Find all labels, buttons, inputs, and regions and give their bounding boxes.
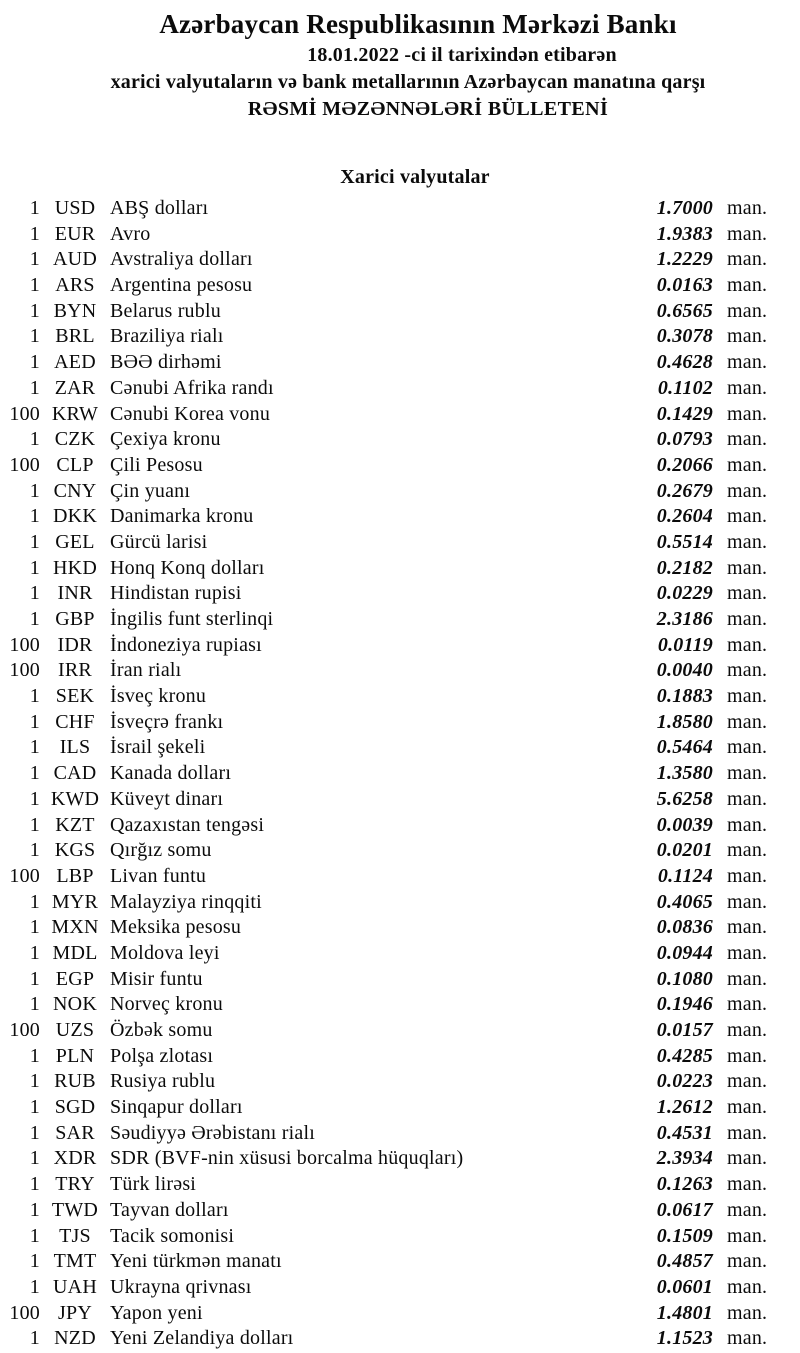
currency-name: Gürcü larisi [110, 530, 208, 553]
nominal-value: 1 [29, 1224, 40, 1247]
currency-name: İran rialı [110, 659, 182, 682]
currency-name: Rusiya rublu [110, 1070, 216, 1093]
unit-label: man. [727, 839, 768, 862]
currency-row [0, 1301, 800, 1327]
currency-row [0, 992, 800, 1018]
currency-code: CNY [53, 479, 97, 502]
unit-label: man. [727, 222, 768, 245]
currency-row [0, 402, 800, 428]
currency-code: ARS [55, 274, 95, 297]
currency-name: Çexiya kronu [110, 428, 221, 451]
unit-label: man. [727, 685, 768, 708]
rate-value: 0.2182 [656, 556, 713, 579]
currency-name: Kanada dolları [110, 762, 232, 785]
nominal-value: 1 [29, 274, 40, 297]
nominal-value: 1 [29, 582, 40, 605]
unit-label: man. [727, 967, 768, 990]
nominal-value: 1 [29, 505, 40, 528]
currency-name: İsveç kronu [110, 685, 207, 708]
nominal-value: 1 [29, 1147, 40, 1170]
currency-row [0, 941, 800, 967]
currency-code: KGS [54, 839, 96, 862]
currency-code: TMT [53, 1250, 97, 1273]
rate-value: 0.1429 [656, 402, 713, 425]
rate-value: 0.1124 [657, 864, 713, 887]
currency-name: Argentina pesosu [110, 274, 253, 297]
currency-code: PLN [55, 1044, 95, 1067]
rate-value: 1.3580 [656, 762, 713, 785]
rate-value: 0.2604 [656, 505, 713, 528]
currency-name: Türk lirəsi [110, 1173, 197, 1196]
currency-row [0, 504, 800, 530]
rate-value: 0.3078 [656, 325, 713, 348]
currency-name: Yeni türkmən manatı [110, 1250, 282, 1273]
rate-value: 0.0223 [656, 1070, 713, 1093]
currency-row [0, 1018, 800, 1044]
currency-name: Çili Pesosu [110, 453, 203, 476]
nominal-value: 1 [29, 762, 40, 785]
currency-code: SGD [54, 1096, 96, 1119]
currency-code: IDR [57, 633, 93, 656]
currency-name: Malayziya rinqqiti [110, 890, 262, 913]
nominal-value: 1 [29, 1096, 40, 1119]
currency-row [0, 324, 800, 350]
currency-code: CLP [56, 453, 94, 476]
nominal-value: 1 [29, 1250, 40, 1273]
rate-value: 2.3186 [656, 608, 713, 630]
currency-code: KWD [50, 787, 100, 810]
currency-code: EUR [54, 222, 96, 245]
currency-code: BRL [55, 325, 95, 348]
rate-value: 2.3934 [656, 1147, 713, 1170]
unit-label: man. [727, 428, 768, 451]
currency-row [0, 1172, 800, 1198]
currency-name: İndoneziya rupiası [110, 633, 262, 656]
currency-code: TJS [59, 1224, 91, 1247]
nominal-value: 1 [29, 351, 40, 374]
nominal-value: 1 [29, 993, 40, 1016]
currency-code: IRR [58, 659, 92, 682]
currency-code: CHF [55, 710, 95, 733]
currency-code: CZK [54, 428, 96, 451]
unit-label: man. [727, 1070, 768, 1093]
nominal-value: 1 [29, 813, 40, 836]
currency-name: Misir funtu [110, 967, 203, 990]
unit-label: man. [727, 993, 768, 1016]
currency-row [0, 556, 800, 582]
rate-value: 0.1883 [656, 685, 713, 708]
unit-label: man. [727, 633, 768, 656]
currency-row [0, 427, 800, 453]
currency-row [0, 1326, 800, 1352]
currency-code: CAD [53, 762, 97, 785]
rate-value: 0.6565 [656, 299, 713, 322]
rate-value: 0.1946 [656, 993, 713, 1016]
nominal-value: 100 [9, 864, 40, 887]
nominal-value: 1 [29, 197, 40, 219]
unit-label: man. [727, 582, 768, 605]
currency-row [0, 658, 800, 684]
nominal-value: 1 [29, 1275, 40, 1298]
currency-row [0, 813, 800, 839]
rate-value: 0.0944 [656, 941, 713, 964]
currency-row [0, 1275, 800, 1301]
rate-value: 0.1263 [656, 1173, 713, 1196]
currency-name: Küveyt dinarı [110, 787, 224, 810]
currency-name: Danimarka kronu [110, 505, 254, 528]
currency-name: Ukrayna qrivnası [110, 1275, 252, 1298]
unit-label: man. [727, 1096, 768, 1119]
rate-value: 0.1509 [656, 1224, 713, 1247]
nominal-value: 1 [29, 1044, 40, 1067]
currency-row [0, 838, 800, 864]
currency-row [0, 376, 800, 402]
nominal-value: 1 [29, 325, 40, 348]
currency-row [0, 1249, 800, 1275]
unit-label: man. [727, 1044, 768, 1067]
currency-name: Yeni Zelandiya dolları [110, 1327, 294, 1350]
currency-code: MXN [51, 916, 99, 939]
currency-row [0, 967, 800, 993]
currency-code: UAH [53, 1275, 97, 1298]
currency-row [0, 633, 800, 659]
nominal-value: 1 [29, 299, 40, 322]
nominal-value: 1 [29, 890, 40, 913]
currency-row [0, 607, 800, 633]
currency-row [0, 1146, 800, 1172]
currency-row [0, 581, 800, 607]
currency-row [0, 350, 800, 376]
unit-label: man. [727, 1250, 768, 1273]
unit-label: man. [727, 787, 768, 810]
currency-name: Meksika pesosu [110, 916, 242, 939]
currency-name: Tacik somonisi [110, 1224, 235, 1247]
currency-code: RUB [54, 1070, 96, 1093]
unit-label: man. [727, 608, 768, 630]
currency-code: XDR [53, 1147, 97, 1170]
currency-code: NZD [54, 1327, 96, 1350]
rate-value: 1.2612 [656, 1096, 713, 1119]
rate-value: 0.4531 [656, 1121, 713, 1144]
unit-label: man. [727, 479, 768, 502]
currency-row [0, 710, 800, 736]
currency-row [0, 1224, 800, 1250]
rate-value: 0.4857 [656, 1250, 713, 1273]
currency-row [0, 684, 800, 710]
nominal-value: 1 [29, 608, 40, 630]
currency-code: HKD [53, 556, 97, 579]
currency-name: İngilis funt sterlinqi [110, 608, 274, 630]
rate-value: 0.0601 [656, 1275, 713, 1298]
currency-name: SDR (BVF-nin xüsusi borcalma hüquqları) [110, 1147, 464, 1170]
currency-row [0, 890, 800, 916]
section-title-foreign-currencies: Xarici valyutalar [340, 166, 490, 188]
rate-value: 0.0229 [656, 582, 713, 605]
nominal-value: 100 [9, 633, 40, 656]
currency-name: Cənubi Korea vonu [110, 402, 271, 425]
bank-title: Azərbaycan Respublikasının Mərkəzi Bankı [159, 9, 677, 39]
nominal-value: 100 [9, 659, 40, 682]
rate-value: 1.8580 [656, 710, 713, 733]
unit-label: man. [727, 376, 768, 399]
currency-name: Yapon yeni [110, 1301, 203, 1324]
unit-label: man. [727, 864, 768, 887]
rate-value: 0.0836 [656, 916, 713, 939]
nominal-value: 100 [9, 453, 40, 476]
currency-name: Norveç kronu [110, 993, 223, 1016]
rate-value: 0.2066 [656, 453, 713, 476]
currency-code: TWD [51, 1198, 99, 1221]
unit-label: man. [727, 1327, 768, 1350]
rate-value: 0.5514 [656, 530, 713, 553]
currency-code: EGP [55, 967, 95, 990]
currency-code: DKK [53, 505, 97, 528]
currency-name: Moldova leyi [110, 941, 220, 964]
unit-label: man. [727, 556, 768, 579]
currency-name: BƏƏ dirhəmi [110, 351, 222, 374]
rate-value: 1.1523 [656, 1327, 713, 1350]
currency-name: Tayvan dolları [110, 1198, 229, 1221]
currency-code: AUD [53, 248, 97, 271]
currency-code: ZAR [54, 376, 96, 399]
currency-name: ABŞ dolları [110, 197, 209, 219]
rate-value: 0.0157 [656, 1019, 713, 1041]
unit-label: man. [727, 1147, 768, 1170]
rate-value: 0.0201 [656, 839, 713, 862]
currency-row [0, 1069, 800, 1095]
rate-value: 0.1102 [657, 376, 713, 399]
unit-label: man. [727, 1301, 768, 1324]
currency-row [0, 299, 800, 325]
rate-value: 1.9383 [656, 222, 713, 245]
nominal-value: 1 [29, 685, 40, 708]
currency-code: JPY [58, 1301, 92, 1324]
currency-row [0, 761, 800, 787]
rate-value: 0.0793 [656, 428, 713, 451]
unit-label: man. [727, 325, 768, 348]
currency-row [0, 735, 800, 761]
nominal-value: 1 [29, 967, 40, 990]
currency-name: Qırğız somu [110, 839, 212, 862]
rate-value: 0.0039 [656, 813, 713, 836]
rate-value: 0.5464 [656, 736, 713, 759]
currency-name: Sinqapur dolları [110, 1096, 243, 1119]
rate-value: 1.7000 [656, 197, 713, 219]
nominal-value: 1 [29, 1070, 40, 1093]
unit-label: man. [727, 530, 768, 553]
unit-label: man. [727, 1121, 768, 1144]
rate-value: 1.4801 [656, 1301, 713, 1324]
currency-code: KZT [55, 813, 95, 836]
currency-name: Belarus rublu [110, 299, 221, 322]
currency-code: SAR [55, 1121, 95, 1144]
nominal-value: 100 [9, 1301, 40, 1324]
nominal-value: 1 [29, 736, 40, 759]
rate-value: 0.0163 [656, 274, 713, 297]
nominal-value: 1 [29, 941, 40, 964]
nominal-value: 100 [9, 1019, 40, 1041]
nominal-value: 1 [29, 787, 40, 810]
rate-value: 0.4628 [656, 351, 713, 374]
rate-value: 0.4065 [656, 890, 713, 913]
bulletin-header [0, 6, 800, 123]
bulletin-title: RƏSMİ MƏZƏNNƏLƏRİ BÜLLETENİ [247, 98, 609, 120]
rate-value: 1.2229 [656, 248, 713, 271]
currency-code: UZS [55, 1019, 95, 1041]
currency-name: Qazaxıstan tengəsi [110, 813, 265, 836]
currency-name: Hindistan rupisi [110, 582, 242, 605]
currency-row [0, 530, 800, 556]
nominal-value: 1 [29, 376, 40, 399]
currency-name: Polşa zlotası [110, 1044, 214, 1067]
currency-name: Çin yuanı [110, 479, 191, 502]
currency-row [0, 1198, 800, 1224]
unit-label: man. [727, 402, 768, 425]
unit-label: man. [727, 736, 768, 759]
unit-label: man. [727, 1224, 768, 1247]
subject-line: xarici valyutaların və bank metallarının Azərbaycan manatına qarşı [110, 71, 706, 93]
nominal-value: 1 [29, 530, 40, 553]
rate-value: 0.1080 [656, 967, 713, 990]
effective-date-line: 18.01.2022 -ci il tarixindən etibarən [307, 44, 617, 66]
currency-name: Özbək somu [110, 1019, 213, 1041]
unit-label: man. [727, 890, 768, 913]
unit-label: man. [727, 1275, 768, 1298]
currency-name: Səudiyyə Ərəbistanı rialı [110, 1121, 315, 1144]
currency-row [0, 1121, 800, 1147]
currency-row [0, 479, 800, 505]
nominal-value: 1 [29, 479, 40, 502]
rate-value: 0.4285 [656, 1044, 713, 1067]
nominal-value: 1 [29, 248, 40, 271]
currency-row [0, 273, 800, 299]
nominal-value: 1 [29, 1173, 40, 1196]
nominal-value: 1 [29, 839, 40, 862]
currency-code: LBP [56, 864, 94, 887]
currency-code: MYR [51, 890, 99, 913]
currency-row [0, 453, 800, 479]
unit-label: man. [727, 248, 768, 271]
unit-label: man. [727, 941, 768, 964]
unit-label: man. [727, 916, 768, 939]
unit-label: man. [727, 762, 768, 785]
unit-label: man. [727, 659, 768, 682]
currency-row [0, 222, 800, 248]
nominal-value: 1 [29, 222, 40, 245]
currency-name: Avstraliya dolları [110, 248, 253, 271]
currency-name: Braziliya rialı [110, 325, 224, 348]
nominal-value: 1 [29, 428, 40, 451]
nominal-value: 100 [9, 402, 40, 425]
currency-name: Cənubi Afrika randı [110, 376, 274, 399]
currency-name: Livan funtu [110, 864, 207, 887]
currency-code: TRY [55, 1173, 95, 1196]
rate-value: 0.0617 [656, 1198, 713, 1221]
currency-row [0, 196, 800, 222]
currency-row [0, 915, 800, 941]
currency-code: KRW [51, 402, 99, 425]
unit-label: man. [727, 197, 768, 219]
currency-row [0, 864, 800, 890]
currency-code: BYN [53, 299, 97, 322]
currency-row [0, 1095, 800, 1121]
currency-code: GEL [55, 530, 95, 553]
currency-code: ILS [59, 736, 91, 759]
nominal-value: 1 [29, 916, 40, 939]
unit-label: man. [727, 453, 768, 476]
nominal-value: 1 [29, 556, 40, 579]
rate-value: 0.0040 [656, 659, 713, 682]
currency-code: SEK [55, 685, 95, 708]
unit-label: man. [727, 1173, 768, 1196]
rate-value: 0.0119 [657, 633, 713, 656]
unit-label: man. [727, 710, 768, 733]
unit-label: man. [727, 1198, 768, 1221]
currency-row [0, 1044, 800, 1070]
currency-code: USD [54, 197, 96, 219]
unit-label: man. [727, 274, 768, 297]
currency-name: Honq Konq dolları [110, 556, 265, 579]
unit-label: man. [727, 1019, 768, 1041]
currency-row [0, 787, 800, 813]
currency-code: MDL [52, 941, 98, 964]
exchange-rates-table [0, 196, 800, 1352]
unit-label: man. [727, 351, 768, 374]
unit-label: man. [727, 505, 768, 528]
rate-value: 5.6258 [656, 787, 713, 810]
currency-code: NOK [53, 993, 97, 1016]
currency-name: İsrail şekeli [110, 736, 206, 759]
currency-name: İsveçrə frankı [110, 710, 224, 733]
currency-code: GBP [55, 608, 95, 630]
currency-row [0, 247, 800, 273]
unit-label: man. [727, 813, 768, 836]
unit-label: man. [727, 299, 768, 322]
currency-name: Avro [110, 222, 151, 245]
rate-value: 0.2679 [656, 479, 713, 502]
nominal-value: 1 [29, 1198, 40, 1221]
nominal-value: 1 [29, 1327, 40, 1350]
currency-code: AED [54, 351, 96, 374]
currency-code: INR [57, 582, 93, 605]
nominal-value: 1 [29, 1121, 40, 1144]
nominal-value: 1 [29, 710, 40, 733]
